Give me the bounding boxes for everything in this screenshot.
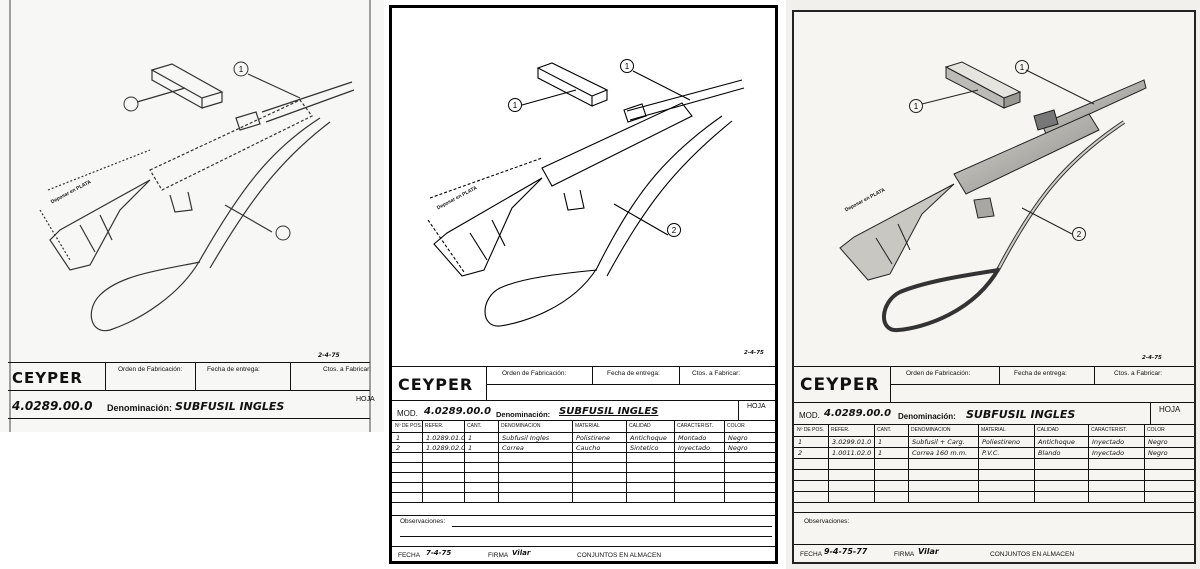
column-header: Nº DE POS. <box>797 427 825 433</box>
column-header: CARACTERIST. <box>677 423 714 429</box>
svg-text:1: 1 <box>1019 63 1025 72</box>
table-cell: Antichoque <box>1038 438 1075 446</box>
brand-logo: CEYPER <box>12 369 83 387</box>
column-header: COLOR <box>727 423 745 429</box>
table-cell: 3.0299.01.0 <box>832 438 872 446</box>
fecha-entrega-label: Fecha de entrega: <box>207 366 260 373</box>
table-cell: 1 <box>798 438 803 446</box>
orden-label: Orden de Fabricación: <box>906 370 971 377</box>
hoja-label: HOJA <box>356 396 375 403</box>
denominacion-value: SUBFUSIL INGLES <box>966 408 1076 421</box>
model-number: 4.0289.00.0 <box>12 399 93 413</box>
fecha-label: FECHA <box>398 552 421 559</box>
drawing-note: Deposar en PLATA <box>436 185 479 212</box>
hoja-label: HOJA <box>747 403 766 410</box>
mod-prefix: MOD. <box>397 409 418 418</box>
ctos-label: Ctos. a Fabricar: <box>1114 370 1163 377</box>
table-cell: P.V.C. <box>982 449 1000 457</box>
table-cell: Polistirene <box>576 434 611 442</box>
table-cell: Correa <box>502 444 524 452</box>
column-header: Nº DE POS. <box>395 423 423 429</box>
firma-label: FIRMA <box>488 552 509 559</box>
table-cell: Antichoque <box>630 434 667 442</box>
balloon-1-top: 1 <box>624 62 630 71</box>
fecha-value: 7-4-75 <box>426 549 452 557</box>
table-cell: Inyectado <box>678 444 711 452</box>
drawing-note: Deposar en PLATA <box>844 187 887 214</box>
observaciones-label: Observaciones: <box>804 518 850 525</box>
orden-label: Orden de Fabricación: <box>118 366 183 373</box>
column-header: CANT. <box>467 423 482 429</box>
fecha-label: FECHA <box>800 551 823 558</box>
table-cell: 1 <box>468 444 473 452</box>
denominacion-label: Denominación: <box>496 410 551 419</box>
firma-value: Vilar <box>512 549 531 557</box>
fecha-entrega-label: Fecha de entrega: <box>1014 370 1067 377</box>
table-cell: Negro <box>1148 438 1168 446</box>
column-header: REFER. <box>425 423 444 429</box>
model-number: 4.0289.00.0 <box>424 406 492 417</box>
conjuntos-label: CONJUNTOS EN ALMACEN <box>990 551 1075 558</box>
table-cell: Montado <box>678 434 707 442</box>
column-header: CANT. <box>877 427 892 433</box>
denominacion-value: SUBFUSIL INGLES <box>175 400 285 413</box>
table-cell: Subfusil Ingles <box>502 434 550 442</box>
table-cell: Blando <box>1038 449 1061 457</box>
conjuntos-label: CONJUNTOS EN ALMACEN <box>577 552 662 559</box>
drawing-panel-scan <box>0 0 384 432</box>
table-cell: Negro <box>728 444 748 452</box>
hoja-label: HOJA <box>1159 405 1181 414</box>
signature-date: 2-4-75 <box>318 352 340 359</box>
firma-label: FIRMA <box>894 551 915 558</box>
column-header: DENOMINACION <box>911 427 951 433</box>
table-cell: 1 <box>468 434 473 442</box>
table-cell: Poliestireno <box>982 438 1021 446</box>
column-header: CALIDAD <box>629 423 651 429</box>
table-cell: Inyectado <box>1092 438 1125 446</box>
balloon-1-top: 1 <box>238 65 244 74</box>
column-header: COLOR <box>1147 427 1165 433</box>
table-cell: 1 <box>396 434 401 442</box>
smg-technical-drawing-shaded <box>794 12 1198 566</box>
brand-logo: CEYPER <box>398 375 474 394</box>
column-header: CALIDAD <box>1037 427 1059 433</box>
denominacion-label: Denominación: <box>898 412 956 421</box>
table-cell: 1.0289.02.0 <box>426 444 466 452</box>
table-cell: Sintetico <box>630 444 659 452</box>
brand-logo: CEYPER <box>800 375 880 395</box>
table-cell: Negro <box>728 434 748 442</box>
table-cell: Negro <box>1148 449 1168 457</box>
mod-prefix: MOD. <box>799 411 820 420</box>
fecha-value: 9-4-75-77 <box>824 547 868 556</box>
table-cell: 1.0289.01.0 <box>426 434 466 442</box>
firma-value: Vilar <box>918 547 939 556</box>
table-cell: 1 <box>878 449 883 457</box>
column-header: MATERIAL <box>575 423 600 429</box>
observaciones-label: Observaciones: <box>400 518 446 525</box>
table-cell: Caucho <box>576 444 601 452</box>
balloon-2: 2 <box>671 226 677 235</box>
ctos-label: Ctos. a Fabricar: <box>323 366 372 373</box>
signature-date: 2-4-75 <box>1142 355 1162 361</box>
column-header: MATERIAL <box>981 427 1006 433</box>
column-header: REFER. <box>831 427 850 433</box>
table-cell: 2 <box>396 444 401 452</box>
orden-label: Orden de Fabricación: <box>502 370 567 377</box>
balloon-1-left: 1 <box>512 101 518 110</box>
column-header: DENOMINACION <box>501 423 541 429</box>
fecha-entrega-label: Fecha de entrega: <box>607 370 660 377</box>
table-cell: 1 <box>878 438 883 446</box>
denominacion-value: SUBFUSIL INGLES <box>559 406 659 417</box>
column-header: CARACTERIST. <box>1091 427 1128 433</box>
table-cell: 2 <box>798 449 803 457</box>
table-cell: 1.0011.02.0 <box>832 449 872 457</box>
drawing-note: Deposar en PLATA <box>50 179 93 206</box>
svg-text:2: 2 <box>1076 230 1082 239</box>
model-number: 4.0289.00.0 <box>824 408 892 419</box>
drawing-panel-shaded <box>786 0 1200 569</box>
smg-technical-drawing-clean <box>392 8 778 564</box>
table-cell: Correa 160 m.m. <box>912 449 968 457</box>
denominacion-label: Denominación: <box>107 403 173 413</box>
table-cell: Inyectado <box>1092 449 1125 457</box>
sheet-frame <box>792 10 1196 564</box>
ctos-label: Ctos. a Fabricar: <box>692 370 741 377</box>
signature-date: 2-4-75 <box>744 350 764 356</box>
svg-text:1: 1 <box>913 102 919 111</box>
table-cell: Subfusil + Carg. <box>912 438 965 446</box>
drawing-panel-clean <box>389 5 778 564</box>
